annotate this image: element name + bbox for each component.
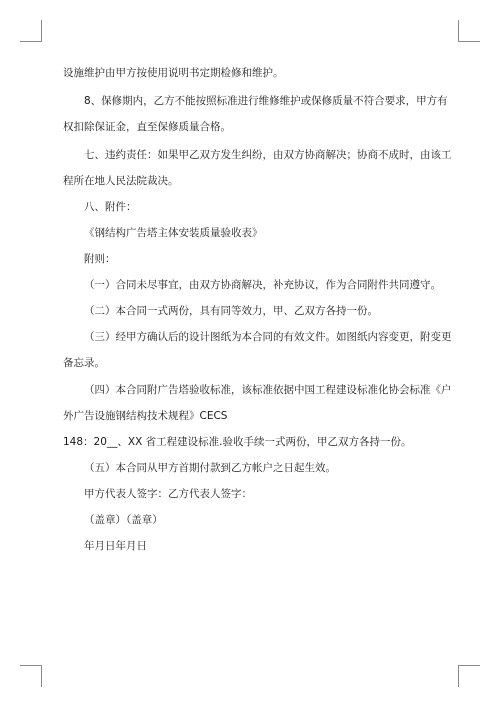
text-line-8: 附则： [84, 253, 116, 265]
crop-mark-top-right-horizontal [458, 41, 480, 42]
text-line-18: （盖章）（盖章） [84, 514, 163, 526]
crop-mark-bottom-right-horizontal [458, 665, 480, 666]
text-line-7: 《钢结构广告塔主体安装质量验收表》 [84, 227, 263, 239]
crop-mark-top-left-horizontal [20, 41, 42, 42]
text-line-11: （三）经甲方确认后的设计图纸为本合同的有效文件。如图纸内容变更，附变更 [84, 331, 452, 343]
text-line-10: （二）本合同一式两份，具有同等效力，甲、乙双方各持一份。 [84, 305, 378, 317]
crop-mark-bottom-left-vertical [41, 665, 42, 687]
text-line-19: 年月日年月日 [84, 540, 147, 552]
crop-mark-bottom-right-vertical [458, 665, 459, 687]
crop-mark-bottom-left-horizontal [20, 665, 42, 666]
text-line-1: 设施维护由甲方按使用说明书定期检修和维护。 [63, 67, 284, 79]
text-line-2: 8、保修期内，乙方不能按照标准进行维修维护或保修质量不符合要求，甲方有 [84, 95, 448, 107]
crop-mark-top-right-vertical [458, 20, 459, 42]
text-line-13: （四）本合同附广告塔验收标准，该标准依据中国工程建设标准化协会标准《户 [84, 384, 452, 396]
text-line-16: （五）本合同从甲方首期付款到乙方帐户之日起生效。 [84, 462, 336, 474]
text-line-5: 程所在地人民法院裁决。 [63, 175, 179, 187]
text-line-6: 八、附件： [84, 201, 137, 213]
text-line-9: （一）合同未尽事宜，由双方协商解决，补充协议，作为合同附件共同遵守。 [84, 279, 441, 291]
text-line-12: 备忘录。 [63, 357, 105, 369]
text-line-14: 外广告设施钢结构技术规程》CECS [63, 410, 228, 422]
crop-mark-top-left-vertical [41, 20, 42, 42]
text-line-17: 甲方代表人签字：乙方代表人签字： [84, 488, 252, 500]
text-line-3: 权扣除保证金，直至保修质量合格。 [63, 121, 231, 133]
text-line-4: 七、违约责任：如果甲乙双方发生纠纷，由双方协商解决；协商不成时，由该工 [84, 149, 452, 161]
text-line-15: 148：20__、XX 省工程建设标准.验收手续一式两份，甲乙双方各持一份。 [63, 436, 412, 448]
